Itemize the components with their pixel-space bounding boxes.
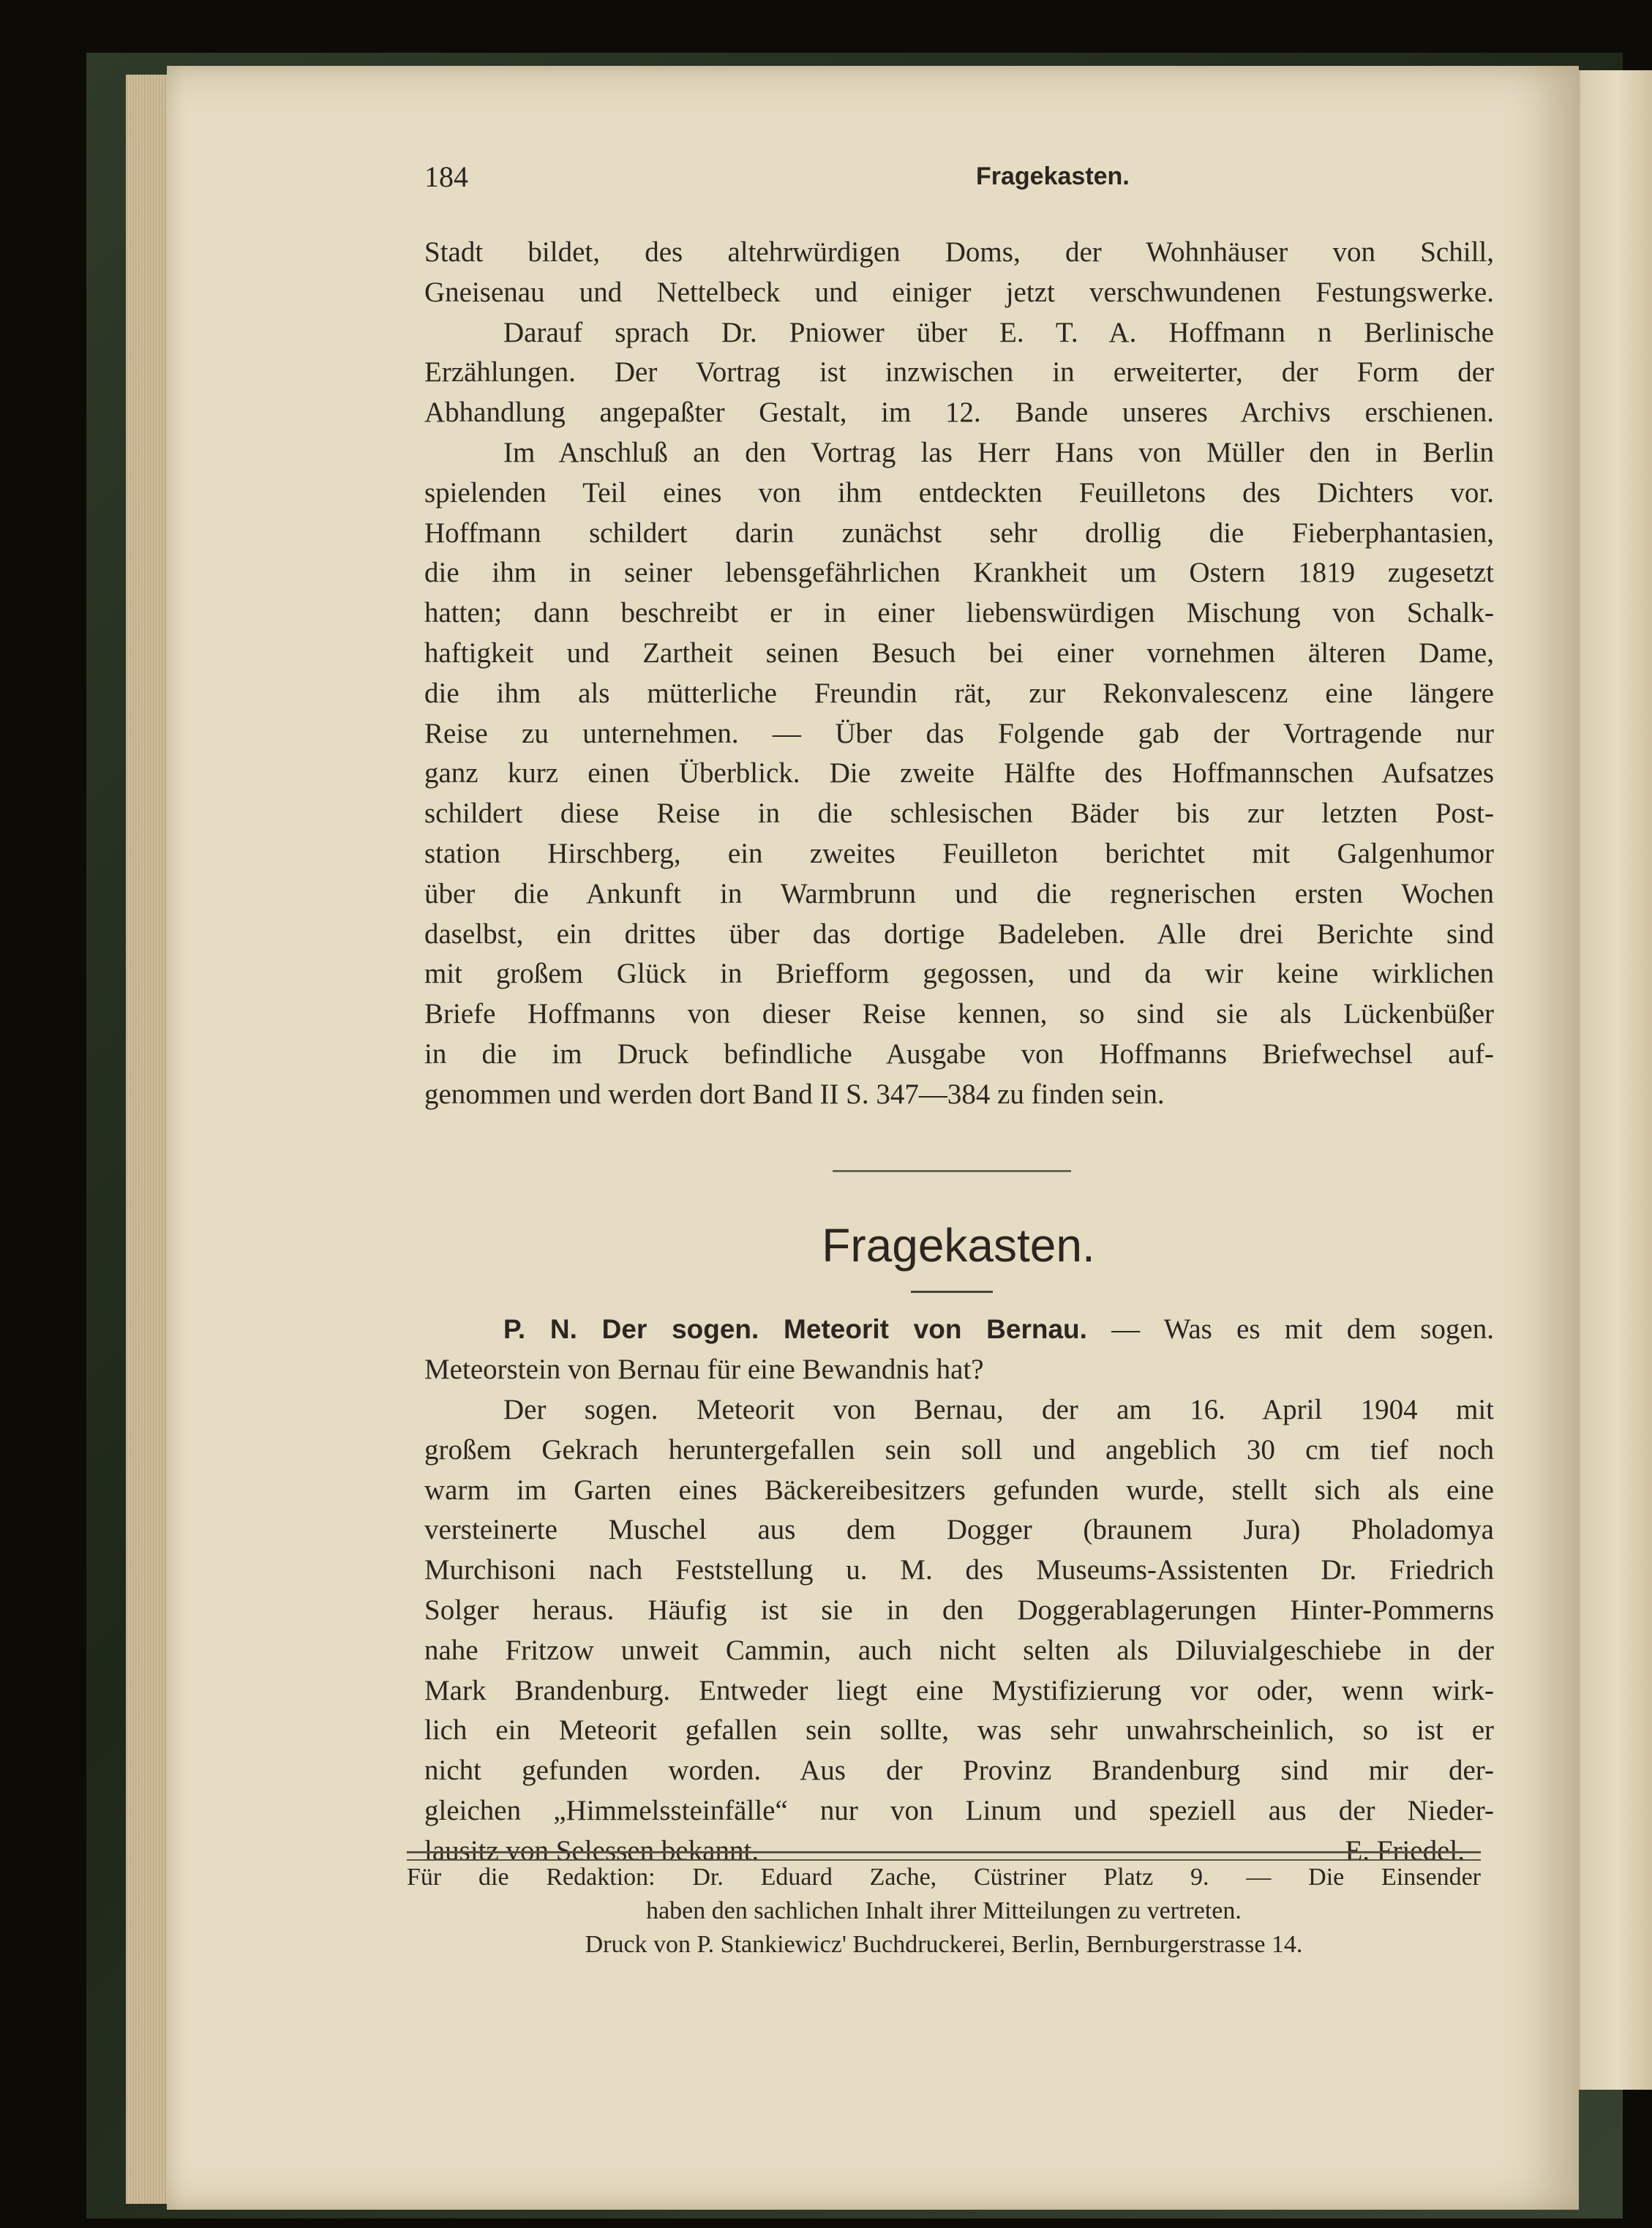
body-line: ganz kurz einen Überblick. Die zweite Hälfte des Hoffmannschen Aufsatzes <box>424 757 1494 789</box>
body-line: Darauf sprach Dr. Pniower über E. T. A. Hoffmann n Berlinische <box>503 316 1494 348</box>
body-line: die ihm als mütterliche Freundin rät, zur Rekonvalescenz eine längere <box>424 677 1494 709</box>
footer <box>407 1861 1481 1962</box>
answer-line: gleichen „Himmelssteinfälle“ nur von Linum und speziell aus der Nieder- <box>424 1794 1494 1826</box>
answer <box>424 1390 1494 1872</box>
section-title: Fragekasten. <box>822 1219 1095 1272</box>
answer-line: lausitz von Selessen bekannt. <box>424 1834 759 1867</box>
body-line: Abhandlung angepaßter Gestalt, im 12. Bande unseres Archivs erschienen. <box>424 397 1494 429</box>
answer-line: Mark Brandenburg. Entweder liegt eine Mystifizierung vor oder, wenn wirk- <box>424 1674 1494 1706</box>
answer-line: warm im Garten eines Bäckereibesitzers gefunden wurde, stellt sich als eine <box>424 1474 1494 1506</box>
body-line: genommen und werden dort Band II S. 347—384 zu finden sein. <box>424 1078 1165 1110</box>
footer-line: haben den sachlichen Inhalt ihrer Mitteilungen zu vertreten. <box>646 1897 1242 1924</box>
answer-line: nicht gefunden worden. Aus der Provinz Brandenburg sind mir der- <box>424 1755 1494 1787</box>
answer-line: Der sogen. Meteorit von Bernau, der am 16. April 1904 mit <box>503 1394 1494 1425</box>
question-line <box>424 1310 1494 1350</box>
body-line: schildert diese Reise in die schlesischen Bäder bis zur letzten Post- <box>424 798 1494 830</box>
footer-rule <box>407 1851 1481 1861</box>
body-line: Reise zu unternehmen. — Über das Folgende gab der Vortragende nur <box>424 717 1494 749</box>
page-number: 184 <box>424 160 468 193</box>
question-line: Meteorstein von Bernau für eine Bewandnis hat? <box>424 1353 984 1385</box>
body-line: mit großem Glück in Briefform gegossen, und da wir keine wirklichen <box>424 958 1494 990</box>
answer-line: versteinerte Muschel aus dem Dogger (braunem Jura) Pholadomya <box>424 1514 1494 1546</box>
question <box>424 1310 1494 1390</box>
body-line: die ihm in seiner lebensgefährlichen Krankheit um Ostern 1819 zugesetzt <box>424 557 1494 589</box>
body-line: Stadt bildet, des altehrwürdigen Doms, der Wohnhäuser von Schill, <box>424 236 1494 268</box>
running-header <box>259 160 1501 203</box>
answer-line: lich ein Meteorit gefallen sein sollte, was sehr unwahrscheinlich, so ist er <box>424 1714 1494 1747</box>
signature: E. Friedel. <box>1345 1834 1465 1867</box>
answer-line: Solger heraus. Häufig ist sie in den Doggerablagerungen Hinter-Pommerns <box>424 1594 1494 1626</box>
title-underline <box>911 1291 993 1293</box>
question-text: — Was es mit dem sogen. <box>1086 1313 1494 1345</box>
answer-line: Murchisoni nach Feststellung u. M. des Museums-Assistenten Dr. Friedrich <box>424 1554 1494 1586</box>
body-line: Erzählungen. Der Vortrag ist inzwischen in erweiterter, der Form der <box>424 356 1494 389</box>
body-line: Hoffmann schildert darin zunächst sehr drollig die Fieberphantasien, <box>424 517 1494 549</box>
footer-line: Für die Redaktion: Dr. Eduard Zache, Cüstriner Platz 9. — Die Einsender <box>407 1864 1481 1891</box>
footer-line: Druck von P. Stankiewicz' Buchdruckerei, Berlin, Bernburgerstrasse 14. <box>585 1931 1303 1958</box>
answer-line: großem Gekrach heruntergefallen sein soll und angeblich 30 cm tief noch <box>424 1433 1494 1466</box>
body-line: spielenden Teil eines von ihm entdeckten Feuilletons des Dichters vor. <box>424 476 1494 509</box>
body-text <box>424 233 1494 1115</box>
running-title: Fragekasten. <box>976 162 1130 190</box>
body-line: Im Anschluß an den Vortrag las Herr Hans von Müller den in Berlin <box>503 436 1494 468</box>
body-line: über die Ankunft in Warmbrunn und die regnerischen ersten Wochen <box>424 877 1494 909</box>
body-line: daselbst, ein drittes über das dortige Badeleben. Alle drei Berichte sind <box>424 918 1494 950</box>
answer-line: nahe Fritzow unweit Cammin, auch nicht selten als Diluvialgeschiebe in der <box>424 1634 1494 1666</box>
body-line: in die im Druck befindliche Ausgabe von Hoffmanns Briefwechsel auf- <box>424 1038 1494 1070</box>
body-line: haftigkeit und Zartheit seinen Besuch bei einer vornehmen älteren Dame, <box>424 637 1494 669</box>
body-line: hatten; dann beschreibt er in einer liebenswürdigen Mischung von Schalk- <box>424 597 1494 629</box>
section-divider <box>833 1170 1071 1172</box>
question-label: P. N. Der sogen. Meteorit von Bernau. <box>503 1314 1087 1344</box>
body-line: Gneisenau und Nettelbeck und einiger jetzt verschwundenen Festungswerke. <box>424 276 1494 308</box>
body-line: Briefe Hoffmanns von dieser Reise kennen, so sind sie als Lückenbüßer <box>424 998 1494 1030</box>
body-line: station Hirschberg, ein zweites Feuilleton berichtet mit Galgenhumor <box>424 837 1494 869</box>
